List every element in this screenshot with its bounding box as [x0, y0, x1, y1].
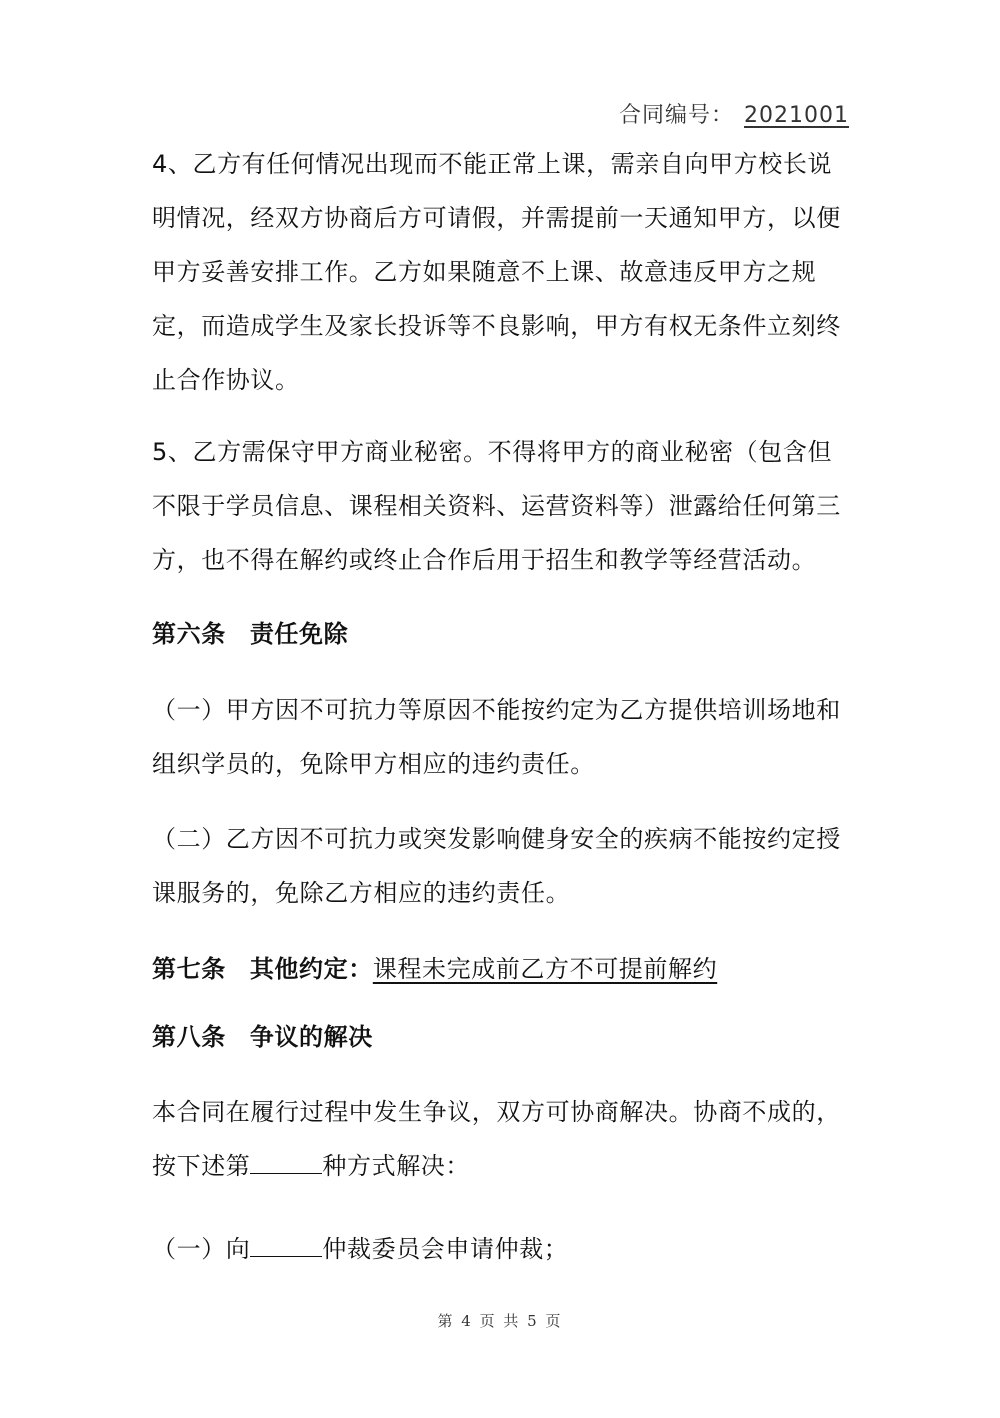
article-8-title: 争议的解决	[249, 1023, 373, 1051]
article-6-heading	[152, 617, 348, 651]
clause-item-4: 4、乙方有任何情况出现而不能正常上课，需亲自向甲方校长说明情况，经双方协商后方可请假，并需提前一天通知甲方，以便甲方妥善安排工作。乙方如果随意不上课、故意违反甲方之规定，而造成学生及家长投诉等不良影响，甲方有权无条件立刻终止合作协议。	[152, 150, 841, 394]
article-8-number: 第八条	[152, 1023, 226, 1051]
arbitration-blank	[250, 1234, 322, 1257]
contract-number-label: 合同编号：	[619, 103, 735, 128]
article-6-title: 责任免除	[249, 620, 349, 648]
article-7-heading	[152, 952, 731, 986]
contract-number-value: 2021001	[744, 103, 849, 128]
article-8-option-1-part2: 仲裁委员会申请仲裁；	[322, 1235, 569, 1263]
article-8-heading	[152, 1020, 373, 1054]
page-footer: 第 4 页 共 5 页	[437, 1312, 563, 1330]
article-7-number: 第七条	[152, 955, 226, 983]
article-6-item-1: （一）甲方因不可抗力等原因不能按约定为乙方提供培训场地和组织学员的，免除甲方相应的违约责任。	[152, 696, 841, 778]
article-7-content: 课程未完成前乙方不可提前解约	[372, 955, 718, 983]
article-8-option-1-part1: （一）向	[152, 1235, 251, 1263]
clause-item-5: 5、乙方需保守甲方商业秘密。不得将甲方的商业秘密（包含但不限于学员信息、课程相关资料、运营资料等）泄露给任何第三方，也不得在解约或终止合作后用于招生和教学等经营活动。	[152, 438, 841, 574]
method-blank	[250, 1151, 322, 1174]
article-6-item-2: （二）乙方因不可抗力或突发影响健身安全的疾病不能按约定授课服务的，免除乙方相应的违约责任。	[152, 825, 841, 907]
article-8-option-1	[152, 1222, 852, 1276]
contract-number-line	[619, 98, 849, 129]
article-7-title: 其他约定：	[249, 955, 373, 983]
article-8-intro-part2: 种方式解决：	[322, 1152, 471, 1180]
article-8-intro	[152, 1085, 852, 1193]
article-8-intro-part1: 本合同在履行过程中发生争议，双方可协商解决。协商不成的，按下述第	[152, 1098, 841, 1180]
article-6-number: 第六条	[152, 620, 226, 648]
